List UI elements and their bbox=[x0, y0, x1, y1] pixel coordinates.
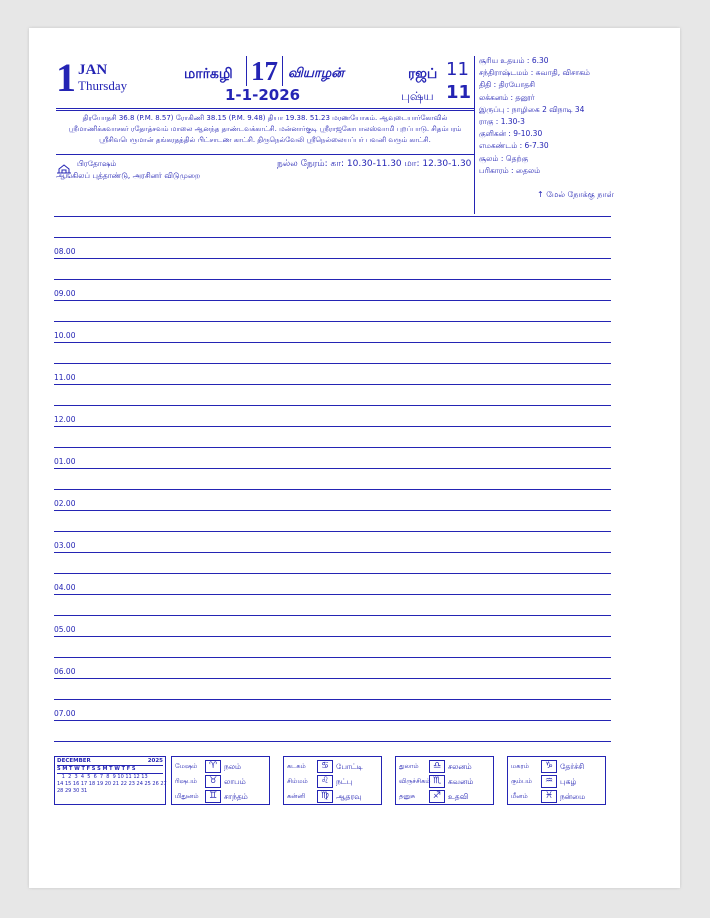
mini-calendar-header bbox=[57, 758, 163, 765]
festival-primary: பிரதோஷம் bbox=[77, 159, 117, 168]
ruled-line bbox=[54, 237, 611, 238]
time-slot-label: 05.00 bbox=[54, 625, 76, 634]
rasi-row bbox=[287, 789, 378, 804]
rasi-name: மேஷம் bbox=[175, 762, 198, 770]
rasi-prediction: நலம் bbox=[224, 761, 242, 771]
rasi-box bbox=[283, 756, 382, 805]
astro-sunrise: சூரிய உதயம் : 6.30 bbox=[479, 56, 549, 65]
header-divider-2 bbox=[56, 110, 474, 111]
ruled-line bbox=[54, 678, 611, 679]
rasi-name: மகரம் bbox=[511, 762, 529, 770]
astro-parigaram: பரிகாரம் : தைலம் bbox=[479, 165, 541, 175]
hijri-day-2: 11 bbox=[446, 82, 472, 103]
ruled-line bbox=[54, 300, 611, 301]
time-slot-label: 08.00 bbox=[54, 247, 76, 256]
festival-secondary: ஆங்கிலப் புத்தாண்டு, அரசினர் விடுமுறை bbox=[56, 171, 201, 180]
month-label: JAN bbox=[78, 62, 108, 78]
good-time: நல்ல நேரம்: கா: 10.30-11.30 மா: 12.30-1.30 bbox=[277, 159, 472, 169]
ruled-line bbox=[54, 405, 611, 406]
rasi-row bbox=[287, 774, 378, 789]
time-slot-label: 12.00 bbox=[54, 415, 76, 424]
rasi-name: தனுசு bbox=[399, 792, 416, 800]
lion-icon: ♌ bbox=[317, 775, 333, 788]
rasi-prediction: ஆதரவு bbox=[336, 791, 362, 801]
rasi-prediction: சாந்தம் bbox=[224, 791, 248, 801]
rasi-prediction: போட்டி bbox=[336, 761, 363, 771]
rasi-row bbox=[175, 759, 266, 774]
time-slot-label: 11.00 bbox=[54, 373, 76, 382]
day-number: 1 bbox=[56, 55, 76, 100]
astro-emagandam: எமகண்டம் : 6-7.30 bbox=[479, 141, 549, 151]
hijri-day: 11 bbox=[446, 59, 469, 80]
mini-calendar-row: 1 2 3 4 5 6 7 8 9 10 11 12 13 bbox=[57, 774, 148, 780]
up-direction-day bbox=[537, 190, 614, 200]
astro-thithi: திதி : திரயோதசி bbox=[479, 80, 536, 90]
rasi-prediction: சலனம் bbox=[448, 761, 472, 771]
mini-calendar-year: 2025 bbox=[147, 758, 163, 764]
time-slot-label: 03.00 bbox=[54, 541, 76, 550]
ruled-line bbox=[54, 573, 611, 574]
rasi-prediction: லாபம் bbox=[224, 776, 246, 786]
ruled-line bbox=[54, 657, 611, 658]
ruled-line bbox=[54, 741, 611, 742]
astro-lagnam: லக்கனம் : தனூர் bbox=[479, 92, 535, 102]
bull-icon: ♉ bbox=[205, 775, 221, 788]
rasi-name: கும்பம் bbox=[511, 777, 533, 785]
rasi-prediction: கவனம் bbox=[448, 776, 474, 786]
weekday-label: Thursday bbox=[78, 78, 128, 93]
scales-icon: ♎ bbox=[429, 760, 445, 773]
rasi-row bbox=[287, 759, 378, 774]
time-slot-label: 06.00 bbox=[54, 667, 76, 676]
ruled-line bbox=[54, 258, 611, 259]
water-bearer-icon: ♒ bbox=[541, 775, 557, 788]
ruled-line bbox=[54, 720, 611, 721]
ruled-line bbox=[54, 615, 611, 616]
rasi-row bbox=[511, 789, 602, 804]
rasi-name: கன்னி bbox=[287, 792, 306, 800]
ruled-line bbox=[54, 489, 611, 490]
ruled-line bbox=[54, 279, 611, 280]
goat-icon: ♑ bbox=[541, 760, 557, 773]
ruled-line bbox=[54, 363, 611, 364]
ruled-line bbox=[54, 510, 611, 511]
rasi-box bbox=[171, 756, 270, 805]
ram-icon: ♈ bbox=[205, 760, 221, 773]
rasi-row bbox=[175, 774, 266, 789]
tamil-weekday: வியாழன் bbox=[288, 66, 344, 81]
virgo-icon: ♍ bbox=[317, 790, 333, 803]
mini-calendar bbox=[54, 756, 166, 805]
mini-calendar-row: 14 15 16 17 18 19 20 21 22 23 24 25 26 27 bbox=[57, 781, 167, 787]
crab-icon: ♋ bbox=[317, 760, 333, 773]
tamil-day: 17 bbox=[246, 56, 283, 86]
rasi-prediction: நன்மை bbox=[560, 791, 586, 801]
ruled-line bbox=[54, 468, 611, 469]
mini-calendar-month: DECEMBER bbox=[57, 758, 91, 764]
panchang-line-1: திரயோதசி 36.8 (P.M. 8.57) ரோகிணி 38.15 (P.M. 9.48) தியா 19.38. 51.23 மரணயோகம். ஆவுடையார்கோவில் bbox=[82, 114, 448, 122]
ruled-line bbox=[54, 321, 611, 322]
rasi-row bbox=[175, 789, 266, 804]
rasi-name: மீனம் bbox=[511, 792, 528, 800]
rasi-name: மிதுனம் bbox=[175, 792, 199, 800]
gregorian-date: 1-1-2026 bbox=[225, 86, 301, 104]
ruled-line bbox=[54, 342, 611, 343]
rasi-prediction: உதவி bbox=[448, 791, 469, 801]
time-slot-label: 02.00 bbox=[54, 499, 76, 508]
fish-icon: ♓ bbox=[541, 790, 557, 803]
ruled-line bbox=[54, 384, 611, 385]
astro-chandrashtamam: சந்திராஷ்டமம் : சுவாதி, விசாகம் bbox=[479, 68, 590, 78]
rasi-prediction: நட்பு bbox=[336, 776, 353, 786]
rasi-name: சிம்மம் bbox=[287, 777, 308, 785]
rasi-row bbox=[399, 789, 490, 804]
rasi-name: கடகம் bbox=[287, 762, 306, 770]
ruled-line bbox=[54, 426, 611, 427]
ruled-line bbox=[54, 531, 611, 532]
tamil-month: மார்கழி bbox=[184, 66, 233, 82]
up-arrow-icon: ↑ bbox=[537, 190, 544, 199]
rasi-name: துலாம் bbox=[399, 762, 419, 770]
rasi-row bbox=[399, 759, 490, 774]
rasi-row bbox=[511, 759, 602, 774]
twins-icon: ♊ bbox=[205, 790, 221, 803]
astro-details bbox=[479, 55, 639, 177]
ruled-line bbox=[54, 594, 611, 595]
mini-calendar-weekdays: S M T W T F S S M T W T F S bbox=[57, 765, 163, 774]
time-slot-label: 10.00 bbox=[54, 331, 76, 340]
rasi-prediction: தேர்ச்சி bbox=[560, 761, 585, 771]
rasi-name: விருச்சிகம் bbox=[399, 777, 431, 785]
panchang-line-3: ஸ்ரீசிவபெருமான் தங்கரதத்தில் பிட்சாடண காட்சி. திருநெல்வேலி ஸ்ரீநெல்லையப்பர் பவனி வரும் காட்சி. bbox=[99, 136, 431, 144]
time-slot-label: 07.00 bbox=[54, 709, 76, 718]
rasi-row bbox=[399, 774, 490, 789]
rasi-box bbox=[507, 756, 606, 805]
up-direction-label: மேல் நோக்கு நாள் bbox=[546, 190, 614, 199]
astro-balance: இருப்பு : நாழிகை 2 விநாடி 34 bbox=[479, 104, 585, 114]
rasi-name: ரிஷபம் bbox=[175, 777, 198, 785]
ruled-line bbox=[54, 447, 611, 448]
hijri-month: ரஜப் bbox=[408, 66, 438, 82]
hijri-label: புஷ்ய bbox=[401, 89, 434, 103]
mini-calendar-row: 28 29 30 31 bbox=[57, 788, 88, 794]
panchang-line-2: ஸ்ரீமாணிக்கவாசகர் ரதோத்சவம் மாலை ஆனந்த தாண்டவக்காட்சி. மன்னார்குடி ஸ்ரீராஜகோபாலஸ்வாமி புறப்பாடு. சிதம்பரம் bbox=[68, 125, 462, 133]
archer-icon: ♐ bbox=[429, 790, 445, 803]
time-slot-label: 09.00 bbox=[54, 289, 76, 298]
ruled-line bbox=[54, 552, 611, 553]
notes-divider bbox=[56, 154, 474, 155]
scorpion-icon: ♏ bbox=[429, 775, 445, 788]
astro-rahu: ராகு : 1.30-3 bbox=[479, 117, 525, 127]
time-slot-label: 01.00 bbox=[54, 457, 76, 466]
temple-icon bbox=[56, 159, 72, 169]
astro-soolam: சூலம் : தெற்கு bbox=[479, 153, 529, 163]
astro-kuligan: குளிகன் : 9-10.30 bbox=[479, 129, 543, 139]
ruled-line bbox=[54, 699, 611, 700]
astro-divider bbox=[474, 56, 475, 214]
ruled-line bbox=[54, 636, 611, 637]
rasi-row bbox=[511, 774, 602, 789]
panchang-notes bbox=[60, 113, 470, 146]
rasi-prediction: புகழ் bbox=[560, 776, 577, 786]
time-slot-label: 04.00 bbox=[54, 583, 76, 592]
top-rule bbox=[54, 216, 611, 217]
rasi-box bbox=[395, 756, 494, 805]
